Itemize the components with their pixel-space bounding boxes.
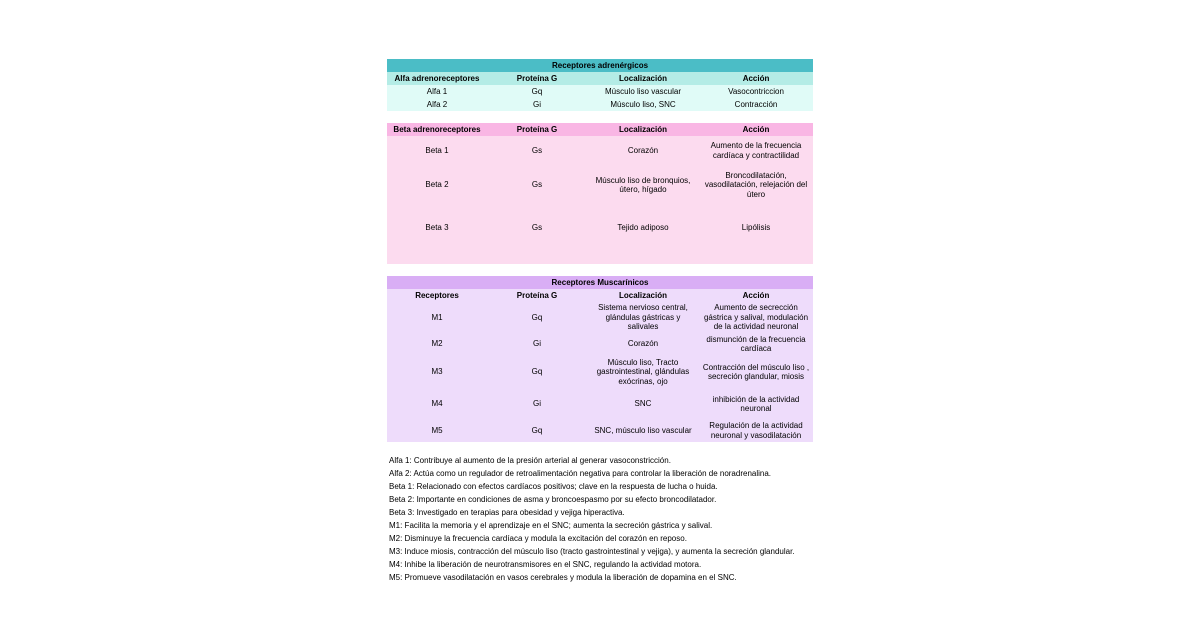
adrenergic-title: Receptores adrenérgicos xyxy=(387,59,813,72)
table-row xyxy=(387,419,813,442)
table-cell: M3 xyxy=(387,355,487,389)
column-header: Proteína G xyxy=(487,72,587,85)
table-cell: Tejido adiposo xyxy=(587,205,699,250)
table-cell: Corazón xyxy=(587,333,699,355)
column-header: Alfa adrenoreceptores xyxy=(387,72,487,85)
muscarinic-table xyxy=(387,276,813,442)
table-cell: M2 xyxy=(387,333,487,355)
note-m5: M5: Promueve vasodilatación en vasos cerebrales y modula la liberación de dopamina en el SNC. xyxy=(389,573,737,582)
table-row xyxy=(387,205,813,250)
table-cell: M1 xyxy=(387,302,487,333)
table-cell: Gq xyxy=(487,85,587,98)
column-header: Acción xyxy=(699,72,813,85)
table-cell: M5 xyxy=(387,419,487,442)
table-cell: M4 xyxy=(387,389,487,419)
table-row xyxy=(387,85,813,98)
table-cell: Gq xyxy=(487,302,587,333)
table-cell: Vasocontriccion xyxy=(699,85,813,98)
table-cell: Alfa 1 xyxy=(387,85,487,98)
note-beta-3: Beta 3: Investigado en terapias para obesidad y vejiga hiperactiva. xyxy=(389,508,625,517)
table-cell: Broncodilatación, vasodilatación, relejación del útero xyxy=(699,165,813,205)
adrenergic-alpha-table xyxy=(387,59,813,111)
table-cell: Contracción xyxy=(699,98,813,111)
table-row xyxy=(387,98,813,111)
table-row xyxy=(387,333,813,355)
table-cell: Lipólisis xyxy=(699,205,813,250)
table-row xyxy=(387,136,813,165)
column-header: Localización xyxy=(587,289,699,302)
table-cell: SNC xyxy=(587,389,699,419)
table-header-row xyxy=(387,123,813,136)
table-cell: Gq xyxy=(487,355,587,389)
column-header: Acción xyxy=(699,289,813,302)
table-cell: Beta 2 xyxy=(387,165,487,205)
table-cell: Gi xyxy=(487,333,587,355)
table-cell: Gi xyxy=(487,389,587,419)
table-row xyxy=(387,389,813,419)
table-header-row xyxy=(387,289,813,302)
notes-list xyxy=(389,454,813,584)
table-cell: dismunción de la frecuencia cardíaca xyxy=(699,333,813,355)
table-cell: Contracción del músculo liso , secreción glandular, miosis xyxy=(699,355,813,389)
table-spacer-row xyxy=(387,250,813,264)
table-cell: Gs xyxy=(487,205,587,250)
note-m4: M4: Inhibe la liberación de neurotransmisores en el SNC, regulando la actividad motora. xyxy=(389,560,702,569)
table-cell: Gs xyxy=(487,136,587,165)
table-cell: Músculo liso vascular xyxy=(587,85,699,98)
table-cell: Beta 1 xyxy=(387,136,487,165)
note-alfa-2: Alfa 2: Actúa como un regulador de retroalimentación negativa para controlar la liberación de noradrenalina. xyxy=(389,469,772,478)
column-header: Receptores xyxy=(387,289,487,302)
table-cell: Sistema nervioso central, glándulas gástricas y salivales xyxy=(587,302,699,333)
table-row xyxy=(387,355,813,389)
note-m2: M2: Disminuye la frecuencia cardíaca y modula la excitación del corazón en reposo. xyxy=(389,534,687,543)
column-header: Beta adrenoreceptores xyxy=(387,123,487,136)
column-header: Acción xyxy=(699,123,813,136)
table-cell: Corazón xyxy=(587,136,699,165)
table-cell: Gq xyxy=(487,419,587,442)
table-row xyxy=(387,165,813,205)
column-header: Localización xyxy=(587,123,699,136)
note-alfa-1: Alfa 1: Contribuye al aumento de la presión arterial al generar vasoconstricción. xyxy=(389,456,671,465)
note-m1: M1: Facilita la memoria y el aprendizaje en el SNC; aumenta la secreción gástrica y salival. xyxy=(389,521,713,530)
table-title-row xyxy=(387,276,813,289)
table-cell: Músculo liso, Tracto gastrointestinal, glándulas exócrinas, ojo xyxy=(587,355,699,389)
table-row xyxy=(387,302,813,333)
table-title-row xyxy=(387,59,813,72)
note-beta-2: Beta 2: Importante en condiciones de asma y broncoespasmo por su efecto broncodilatador. xyxy=(389,495,717,504)
note-beta-1: Beta 1: Relacionado con efectos cardíacos positivos; clave en la respuesta de lucha o huida. xyxy=(389,482,718,491)
table-cell: Beta 3 xyxy=(387,205,487,250)
table-cell: inhibición de la actividad neuronal xyxy=(699,389,813,419)
table-cell: Aumento de la frecuencia cardíaca y contractilidad xyxy=(699,136,813,165)
adrenergic-beta-table xyxy=(387,123,813,264)
column-header: Localización xyxy=(587,72,699,85)
column-header: Proteína G xyxy=(487,123,587,136)
table-cell: Aumento de secrección gástrica y salival, modulación de la actividad neuronal xyxy=(699,302,813,333)
table-cell: Regulación de la actividad neuronal y vasodilatación xyxy=(699,419,813,442)
table-cell: Músculo liso, SNC xyxy=(587,98,699,111)
muscarinic-title: Receptores Muscarínicos xyxy=(387,276,813,289)
table-cell: Músculo liso de bronquios, útero, hígado xyxy=(587,165,699,205)
column-header: Proteína G xyxy=(487,289,587,302)
document xyxy=(387,59,813,584)
note-m3: M3: Induce miosis, contracción del músculo liso (tracto gastrointestinal y vejiga), y aumenta la secreción glandular. xyxy=(389,547,795,556)
table-header-row xyxy=(387,72,813,85)
table-cell: SNC, músculo liso vascular xyxy=(587,419,699,442)
table-cell: Gi xyxy=(487,98,587,111)
table-cell: Alfa 2 xyxy=(387,98,487,111)
table-cell: Gs xyxy=(487,165,587,205)
